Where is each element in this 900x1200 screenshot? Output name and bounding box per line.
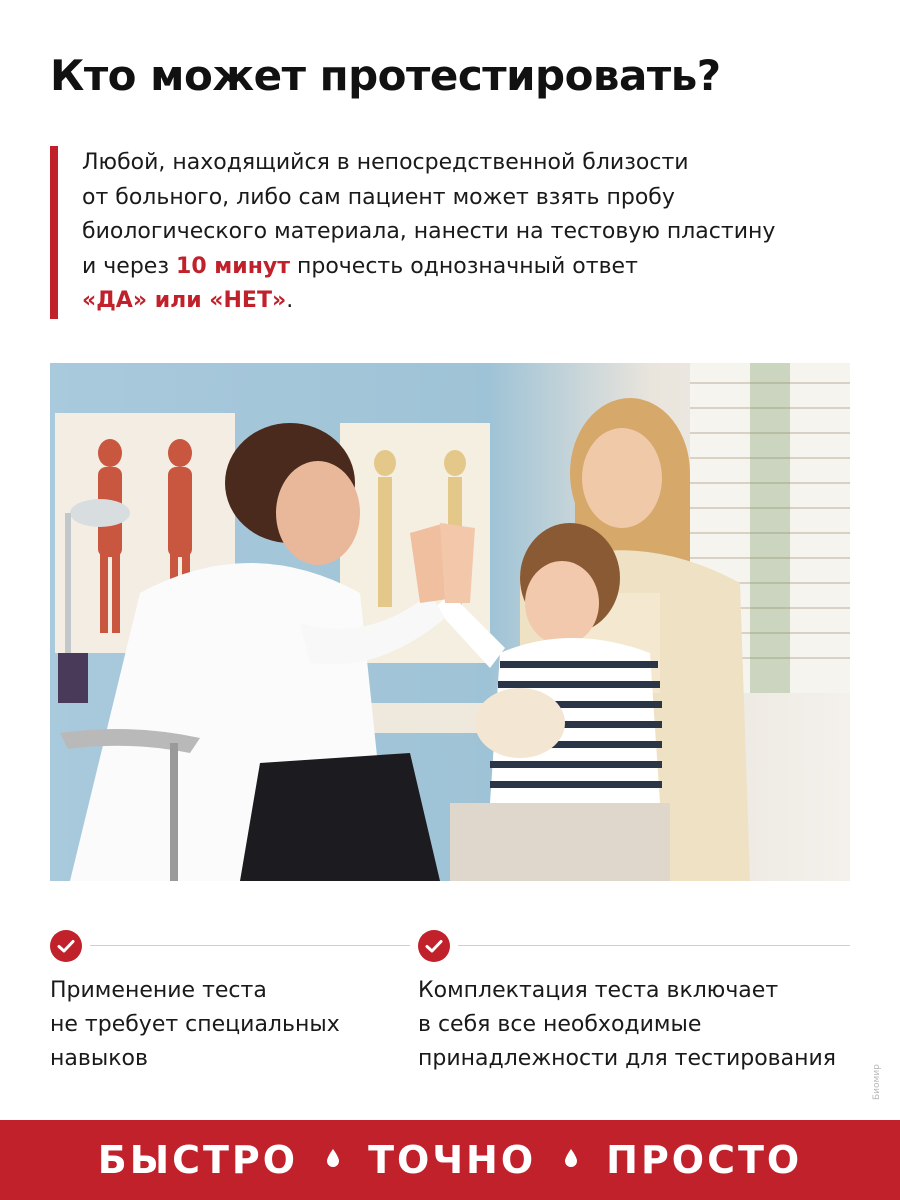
slogan-word-accurate: ТОЧНО [368, 1138, 537, 1182]
intro-highlight-time: 10 минут [176, 253, 290, 279]
feature-text: Комплектация теста включает в себя все необходимые принадлежности для тестирования [418, 978, 837, 1071]
feature-divider [458, 945, 850, 946]
drop-icon [564, 1148, 578, 1172]
intro-text: Любой, находящийся в непосредственной близости от больного, либо сам пациент может взять пробу биологического материала, нанести на тестовую пластину и через [82, 150, 776, 279]
check-circle-icon [50, 930, 82, 962]
page-title: Кто может протестировать? [50, 51, 721, 100]
doctor-child-photo [50, 363, 850, 881]
slogan-word-simple: ПРОСТО [606, 1138, 803, 1182]
slogan-banner [0, 1120, 900, 1200]
check-circle-icon [418, 930, 450, 962]
intro-quote [50, 146, 862, 319]
watermark: Биомир [872, 1064, 882, 1100]
drop-icon [326, 1148, 340, 1172]
slogan-word-fast: БЫСТРО [97, 1138, 299, 1182]
intro-text-end: . [286, 288, 294, 313]
intro-text-middle: прочесть однозначный ответ [296, 253, 638, 279]
intro-highlight-answer: «ДА» или «НЕТ» [82, 288, 287, 313]
feature-text: Применение теста не требует специальных навыков [50, 978, 340, 1071]
feature-divider [90, 945, 410, 946]
